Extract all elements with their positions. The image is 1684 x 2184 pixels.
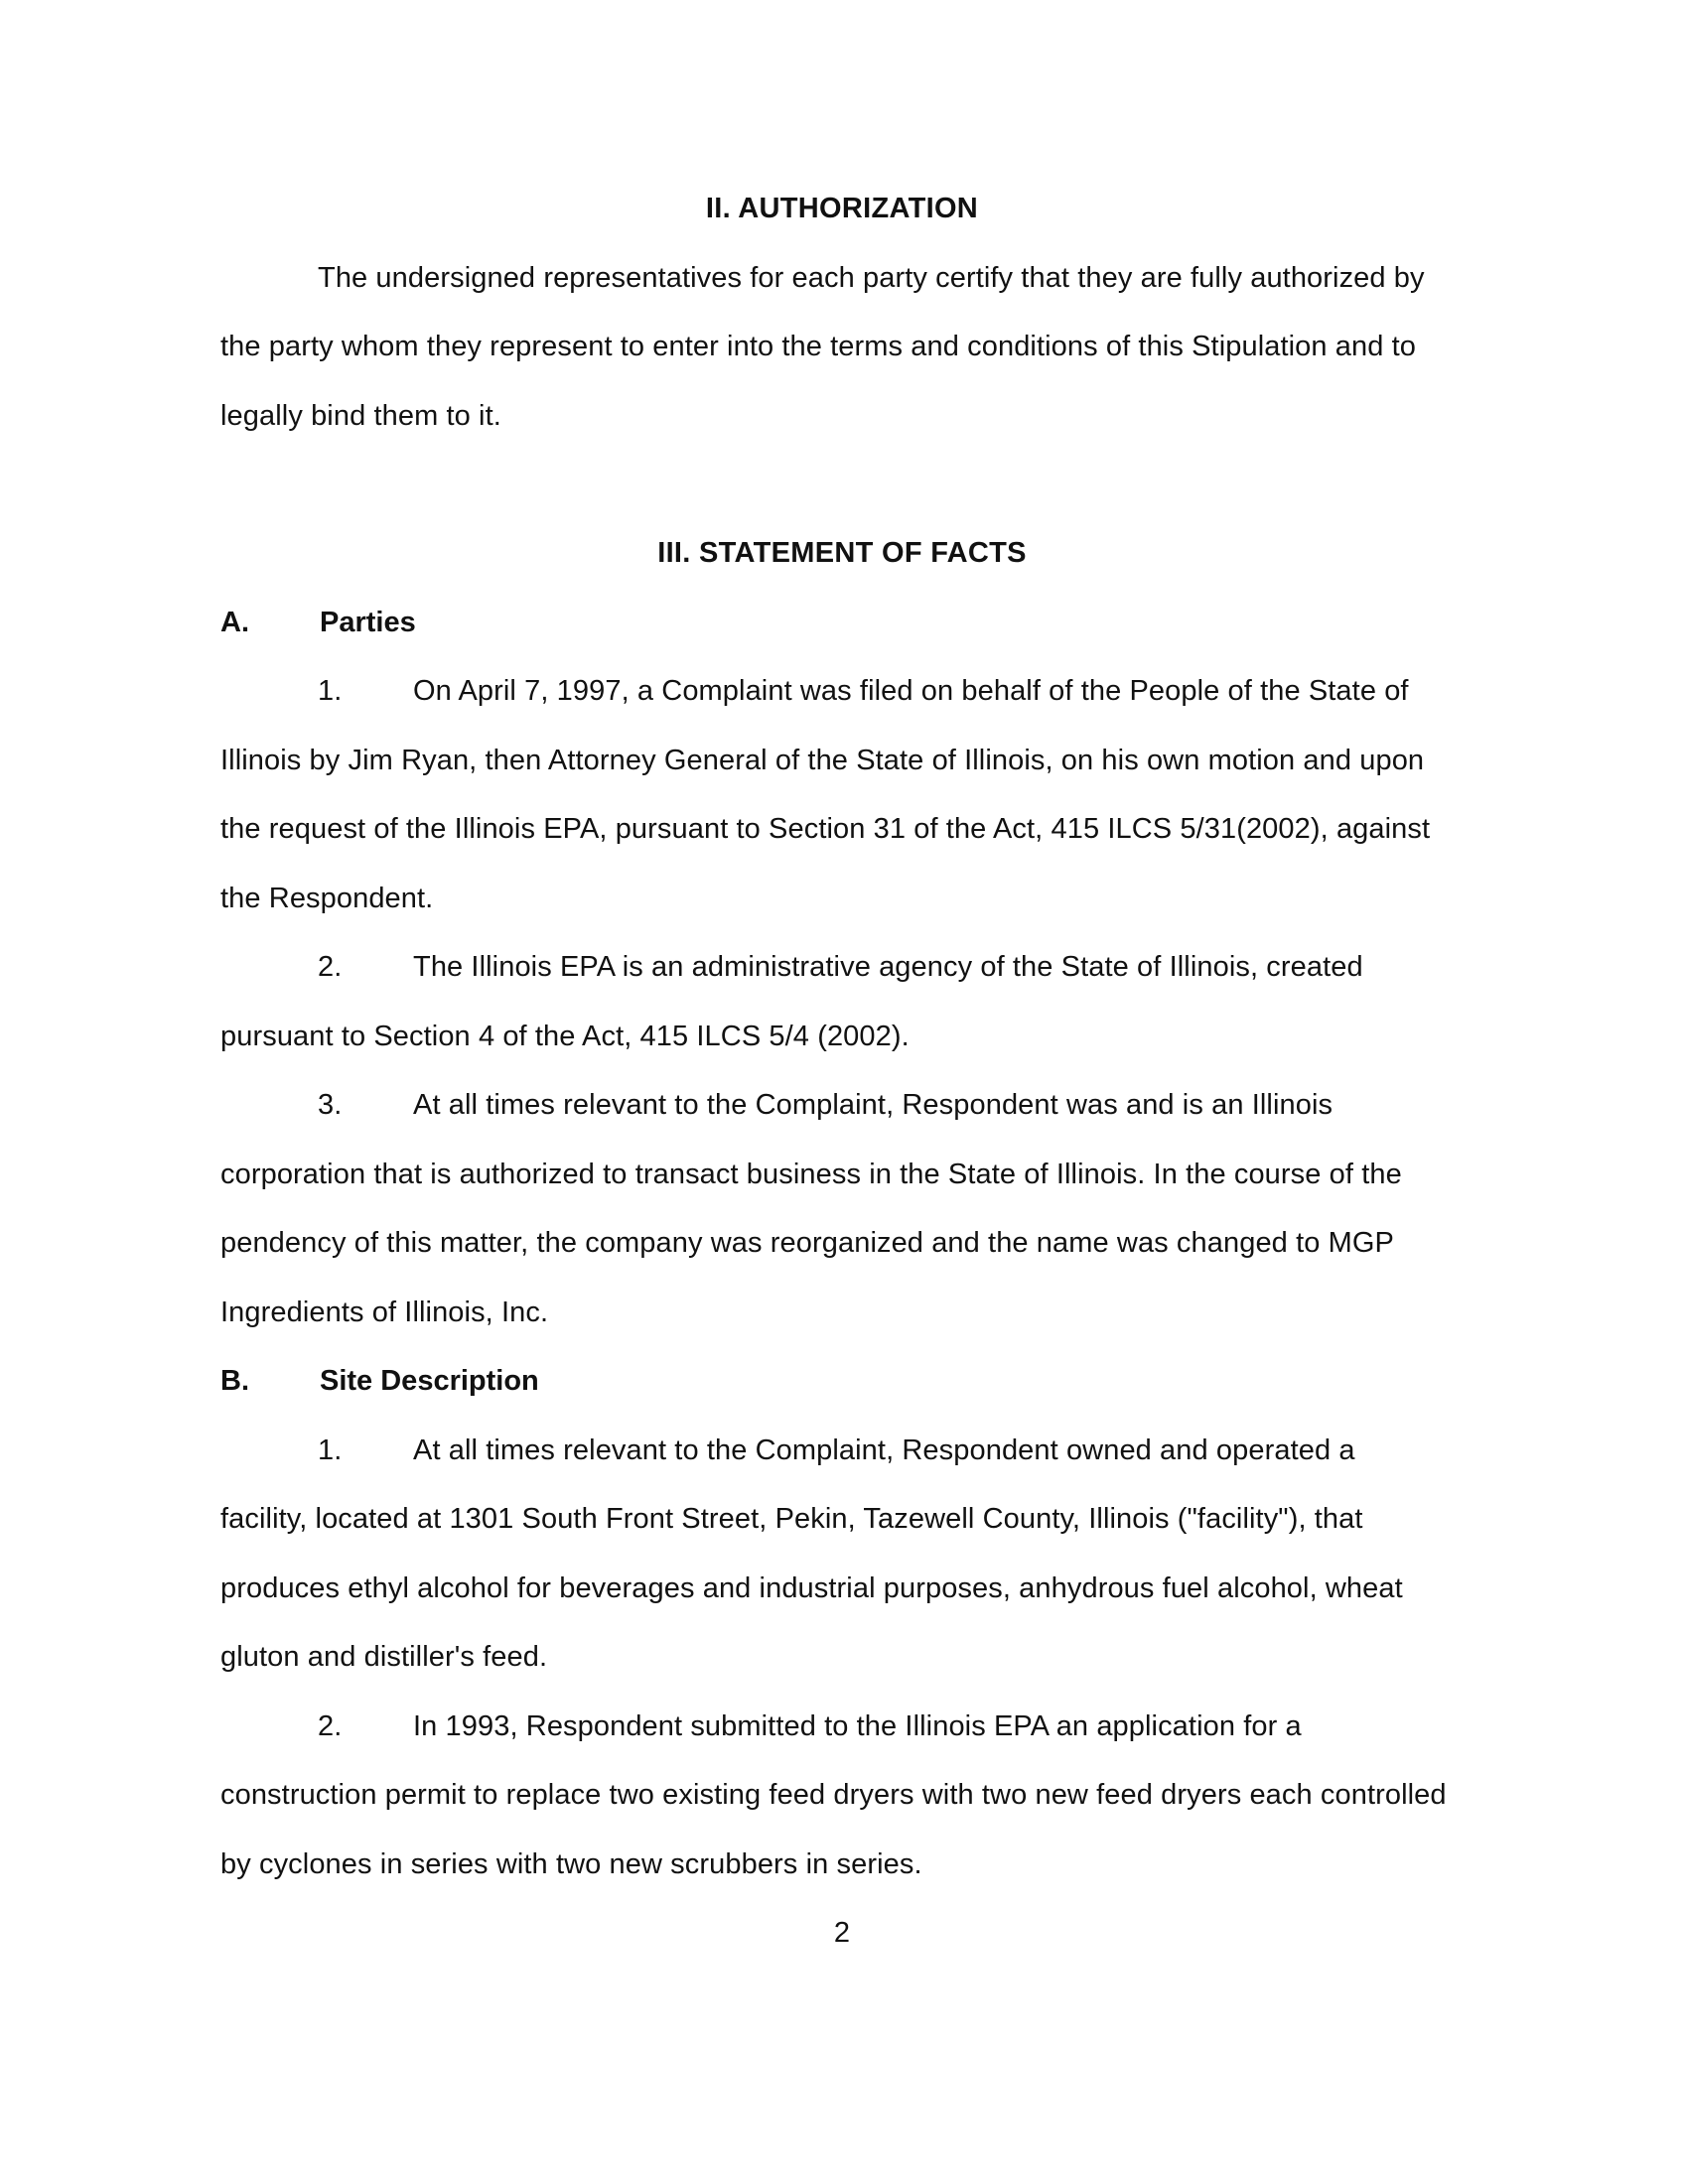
- paragraph-text: On April 7, 1997, a Complaint was filed on behalf of the People of the State of: [413, 675, 1409, 707]
- numbered-paragraph-line: [318, 675, 1409, 708]
- paragraph-line: the Respondent.: [220, 883, 434, 914]
- paragraph-line: by cyclones in series with two new scrubbers in series.: [220, 1848, 922, 1880]
- paragraph-line: Ingredients of Illinois, Inc.: [220, 1297, 549, 1328]
- page-number: 2: [833, 1917, 851, 1949]
- subheading-title: Site Description: [320, 1365, 539, 1397]
- paragraph-text: The Illinois EPA is an administrative agency of the State of Illinois, created: [413, 951, 1363, 983]
- paragraph-line: legally bind them to it.: [220, 400, 501, 432]
- paragraph-line: pursuant to Section 4 of the Act, 415 ILCS 5/4 (2002).: [220, 1021, 910, 1052]
- paragraph-line: pendency of this matter, the company was reorganized and the name was changed to MGP: [220, 1227, 1394, 1259]
- paragraph-line: The undersigned representatives for each party certify that they are fully authorized by: [318, 262, 1425, 294]
- subheading-site-description: [220, 1365, 539, 1398]
- paragraph-line: the party whom they represent to enter into the terms and conditions of this Stipulation and to: [220, 331, 1417, 362]
- paragraph-line: the request of the Illinois EPA, pursuant to Section 31 of the Act, 415 ILCS 5/31(2002), against: [220, 813, 1431, 845]
- numbered-paragraph-line: [318, 1089, 1333, 1122]
- paragraph-text: At all times relevant to the Complaint, Respondent was and is an Illinois: [413, 1089, 1333, 1121]
- numbered-paragraph-line: [318, 1434, 1355, 1467]
- paragraph-line: corporation that is authorized to transact business in the State of Illinois. In the course of the: [220, 1159, 1402, 1190]
- paragraph-number: 3.: [318, 1089, 343, 1121]
- paragraph-line: produces ethyl alcohol for beverages and industrial purposes, anhydrous fuel alcohol, wheat: [220, 1572, 1403, 1604]
- paragraph-number: 1.: [318, 1434, 343, 1466]
- paragraph-number: 1.: [318, 675, 343, 707]
- paragraph-text: At all times relevant to the Complaint, Respondent owned and operated a: [413, 1434, 1355, 1466]
- subheading-letter: B.: [220, 1365, 249, 1397]
- paragraph-line: facility, located at 1301 South Front Street, Pekin, Tazewell County, Illinois ("facility"), that: [220, 1503, 1363, 1535]
- paragraph-line: Illinois by Jim Ryan, then Attorney General of the State of Illinois, on his own motion and upon: [220, 745, 1425, 776]
- paragraph-text: In 1993, Respondent submitted to the Illinois EPA an application for a: [413, 1710, 1302, 1742]
- section-heading-statement-of-facts: III. STATEMENT OF FACTS: [657, 537, 1027, 569]
- subheading-title: Parties: [320, 607, 416, 638]
- numbered-paragraph-line: [318, 1710, 1302, 1743]
- paragraph-number: 2.: [318, 951, 343, 983]
- section-heading-authorization: II. AUTHORIZATION: [705, 193, 979, 224]
- paragraph-number: 2.: [318, 1710, 343, 1742]
- paragraph-line: gluton and distiller's feed.: [220, 1641, 548, 1673]
- subheading-letter: A.: [220, 607, 249, 638]
- numbered-paragraph-line: [318, 951, 1363, 984]
- paragraph-line: construction permit to replace two existing feed dryers with two new feed dryers each controlled: [220, 1779, 1447, 1811]
- subheading-parties: [220, 607, 416, 639]
